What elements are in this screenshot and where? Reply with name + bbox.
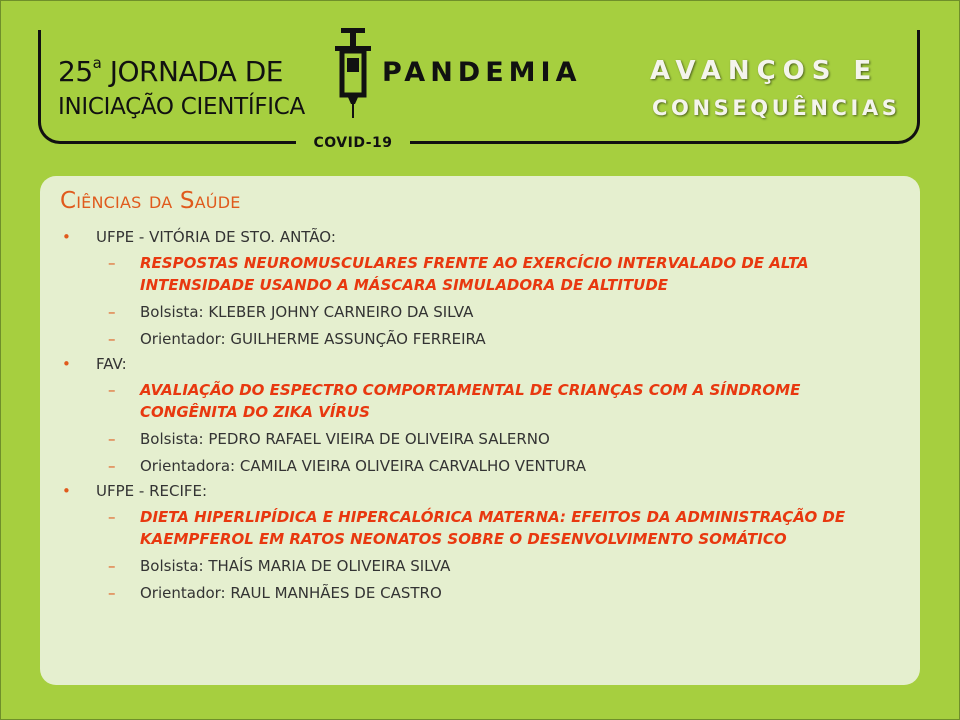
bolsista-item [60, 428, 910, 450]
institution-name: FAV: [96, 355, 127, 373]
orientador-name: GUILHERME ASSUNÇÃO FERREIRA [230, 330, 486, 348]
bullet-icon: • [62, 355, 71, 373]
bolsista-name: KLEBER JOHNY CARNEIRO DA SILVA [208, 303, 474, 321]
dash-icon: – [108, 303, 116, 321]
bolsista-item [60, 301, 910, 323]
entry [60, 355, 910, 477]
institution-name: UFPE - VITÓRIA DE STO. ANTÃO: [96, 228, 336, 246]
dash-icon: – [108, 557, 116, 575]
orientador-label: Orientador: [140, 330, 226, 348]
bolsista-label: Bolsista: [140, 430, 204, 448]
orientador-item [60, 582, 910, 604]
institution-name: UFPE - RECIFE: [96, 482, 208, 500]
bolsista-name: THAÍS MARIA DE OLIVEIRA SILVA [208, 557, 451, 575]
dash-icon: – [108, 457, 116, 475]
entry [60, 228, 910, 350]
event-title-line1 [58, 54, 283, 88]
bolsista-label: Bolsista: [140, 303, 204, 321]
orientador-label: Orientador: [140, 584, 226, 602]
edition-suffix: a [92, 54, 102, 72]
orientador-name: RAUL MANHÃES DE CASTRO [230, 584, 442, 602]
theme-line1: AVANÇOS E [650, 56, 879, 86]
entry [60, 482, 910, 604]
edition-number: 25 [58, 55, 93, 88]
bolsista-item [60, 555, 910, 577]
orientador-name: CAMILA VIEIRA OLIVEIRA CARVALHO VENTURA [239, 457, 586, 475]
bullet-icon: • [62, 228, 71, 246]
theme-line2: CONSEQUÊNCIAS [652, 96, 901, 120]
bolsista-label: Bolsista: [140, 557, 204, 575]
project-item [60, 506, 910, 550]
project-item [60, 379, 910, 423]
project-title: AVALIAÇÃO DO ESPECTRO COMPORTAMENTAL DE CRIANÇAS COM A SÍNDROME CONGÊNITA DO ZIKA VÍRUS [140, 381, 801, 421]
project-item [60, 252, 910, 296]
project-title: RESPOSTAS NEUROMUSCULARES FRENTE AO EXERCÍCIO INTERVALADO DE ALTA INTENSIDADE USANDO A MÁSCARA SIMULADORA DE ALTITUDE [140, 254, 809, 294]
dash-icon: – [108, 254, 116, 272]
institution-item [60, 228, 910, 246]
section-title: Ciências da Saúde [60, 188, 241, 214]
project-title: DIETA HIPERLIPÍDICA E HIPERCALÓRICA MATERNA: EFEITOS DA ADMINISTRAÇÃO DE KAEMPFEROL EM RATOS NEONATOS SOBRE O DESENVOLVIMENTO SOMÁTICO [140, 508, 846, 548]
dash-icon: – [108, 508, 116, 526]
syringe-icon [333, 22, 373, 122]
covid-badge: COVID-19 [313, 135, 393, 151]
entries-list [60, 228, 910, 609]
bullet-icon: • [62, 482, 71, 500]
event-title-text: JORNADA DE [109, 55, 283, 88]
theme-main: PANDEMIA [382, 57, 582, 88]
institution-item [60, 355, 910, 373]
institution-item [60, 482, 910, 500]
event-title-line2: INICIAÇÃO CIENTÍFICA [58, 94, 305, 120]
orientador-item [60, 328, 910, 350]
orientador-item [60, 455, 910, 477]
dash-icon: – [108, 430, 116, 448]
dash-icon: – [108, 584, 116, 602]
orientador-label: Orientadora: [140, 457, 236, 475]
dash-icon: – [108, 330, 116, 348]
dash-icon: – [108, 381, 116, 399]
bolsista-name: PEDRO RAFAEL VIEIRA DE OLIVEIRA SALERNO [208, 430, 550, 448]
